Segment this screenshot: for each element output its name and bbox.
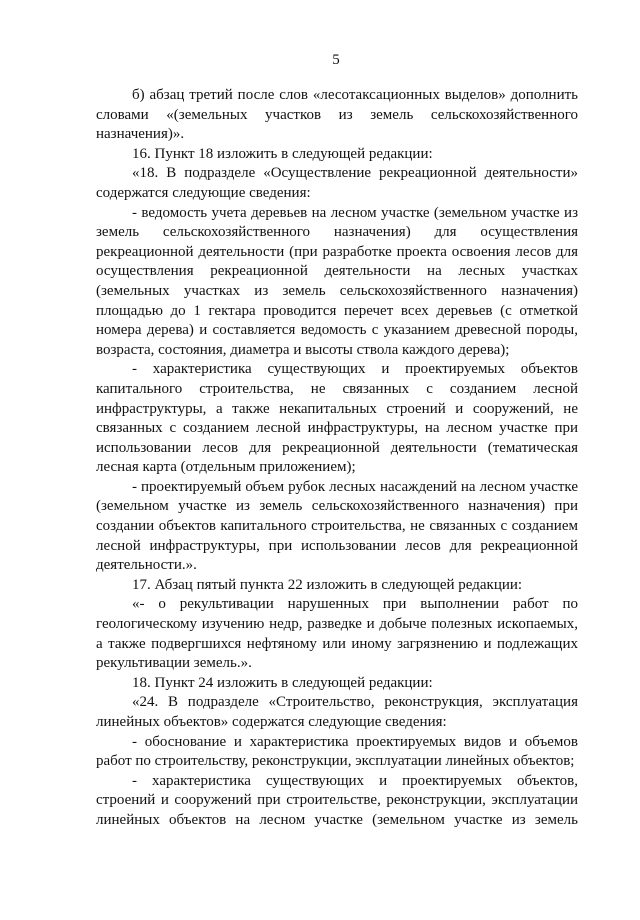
paragraph-felling-volume: - проектируемый объем рубок лесных насаждений на лесном участке (земельном участке из земель сельскохозяйственного назначения) при создании объектов капитального строительства, не связанных с созданием лесной инфраструктуры, при использовании лесов для рекреационной деятельности.».	[96, 478, 578, 574]
paragraph-item-16: 16. Пункт 18 изложить в следующей редакции:	[132, 145, 433, 162]
document-body	[96, 86, 578, 831]
paragraph-clause-24: «24. В подразделе «Строительство, реконструкция, эксплуатация линейных объектов» содержатся следующие сведения:	[96, 694, 578, 730]
paragraph-tree-inventory: - ведомость учета деревьев на лесном участке (земельном участке из земель сельскохозяйственного назначения) для осуществления рекреационной деятельности (при разработке проекта освоения лесов для осуществления рекреационной деятельности на лесных участках (земельных участках из земель сельскохозяйственного назначения) площадью до 1 гектара проводится перечет всех деревьев (с отметкой номера дерева) и составляется ведомость с указанием древесной породы, возраста, состояния, диаметра и высоты ствола каждого дерева);	[96, 204, 578, 358]
paragraph-clause-18: «18. В подразделе «Осуществление рекреационной деятельности» содержатся следующие сведения:	[96, 165, 578, 201]
paragraph-item-18: 18. Пункт 24 изложить в следующей редакции:	[132, 674, 433, 691]
paragraph-capital-construction: - характеристика существующих и проектируемых объектов капитального строительства, не связанных с созданием лесной инфраструктуры, а также некапитальных строений и сооружений, не связанных с созданием лесной инфраструктуры, на лесном участке при использовании лесов для рекреационной деятельности (тематическая лесная карта (отдельным приложением);	[96, 361, 578, 476]
paragraph-linear-structures: - характеристика существующих и проектируемых объектов, строений и сооружений при строительстве, реконструкции, эксплуатации линейных объектов на лесном участке (земельном участке из земель	[96, 772, 578, 828]
page-number: 5	[332, 52, 340, 68]
paragraph-amendment-b: б) абзац третий после слов «лесотаксационных выделов» дополнить словами «(земельных участков из земель сельскохозяйственного назначения)».	[96, 87, 578, 143]
paragraph-item-17: 17. Абзац пятый пункта 22 изложить в следующей редакции:	[132, 576, 523, 593]
paragraph-linear-works: - обоснование и характеристика проектируемых видов и объемов работ по строительству, реконструкции, эксплуатации линейных объектов;	[96, 733, 578, 770]
paragraph-recultivation: «- о рекультивации нарушенных при выполнении работ по геологическому изучению недр, разведке и добыче полезных ископаемых, а также подвергшихся нефтяному или иному загрязнению и подлежащих рекультивации земель.».	[96, 596, 578, 672]
